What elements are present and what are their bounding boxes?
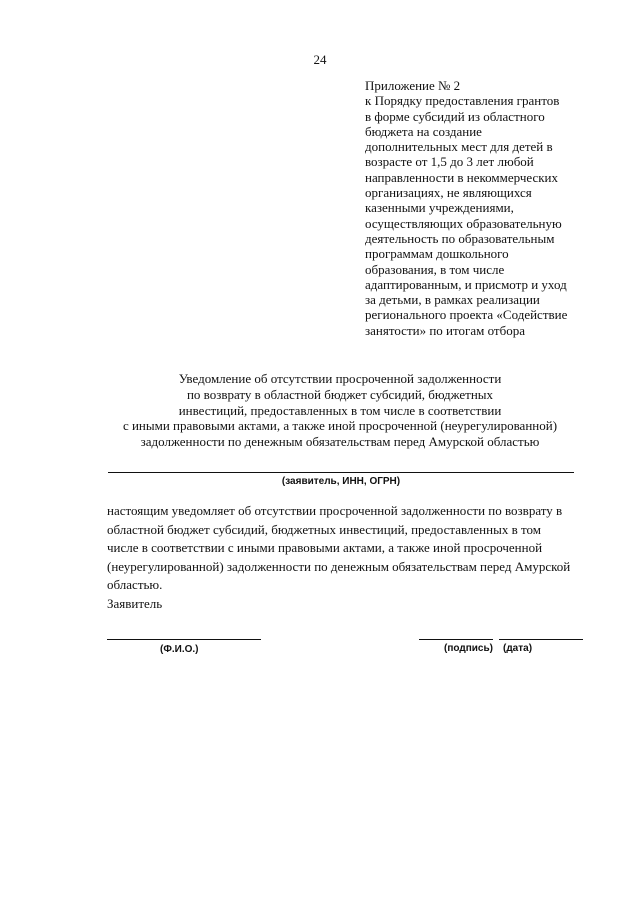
appendix-line: дополнительных мест для детей в xyxy=(365,139,553,155)
title-line: задолженности по денежным обязательствам перед Амурской областью xyxy=(140,434,540,450)
appendix-line: возрасте от 1,5 до 3 лет любой xyxy=(365,154,534,170)
notification-body xyxy=(107,502,585,595)
date-caption: (дата) xyxy=(503,643,533,654)
page-number: 24 xyxy=(313,52,327,67)
body-line: областной бюджет субсидий, бюджетных инвестиций, предоставленных в том xyxy=(107,521,541,537)
appendix-line: осуществляющих образовательную xyxy=(365,215,562,231)
appendix-line: к Порядку предоставления грантов xyxy=(365,93,560,109)
appendix-line: бюджета на создание xyxy=(365,123,482,139)
appendix-line: казенными учреждениями, xyxy=(365,200,514,216)
appendix-line: адаптированным, и присмотр и уход xyxy=(365,276,567,292)
signature-caption: (подпись) xyxy=(444,643,493,654)
fio-blank-line xyxy=(107,639,261,640)
appendix-line: деятельность по образовательным xyxy=(365,230,555,246)
appendix-line: занятости» по итогам отбора xyxy=(365,322,525,338)
body-line: (неурегулированной) задолженности по денежным обязательствам перед Амурской xyxy=(107,558,571,574)
appendix-lines xyxy=(365,93,605,338)
appendix-line: программам дошкольного xyxy=(365,246,509,262)
applicant-blank-line xyxy=(108,472,574,473)
appendix-line: образования, в том числе xyxy=(365,261,505,277)
date-blank-line xyxy=(499,639,583,640)
fio-caption: (Ф.И.О.) xyxy=(160,644,199,655)
document-title xyxy=(80,371,600,450)
appendix-line: организациях, не являющихся xyxy=(365,185,532,201)
appendix-line: регионального проекта «Содействие xyxy=(365,307,568,323)
signer-label: Заявитель xyxy=(107,596,163,611)
title-line: Уведомление об отсутствии просроченной задолженности xyxy=(178,371,502,386)
title-line: по возврату в областной бюджет субсидий, бюджетных xyxy=(186,386,494,402)
signature-blank-line xyxy=(419,639,493,640)
appendix-line: за детьми, в рамках реализации xyxy=(365,292,540,308)
body-line: числе в соответствии с иными правовыми актами, а также иной просроченной xyxy=(107,540,543,556)
appendix-block xyxy=(365,78,605,338)
appendix-line: направленности в некоммерческих xyxy=(365,169,559,185)
applicant-caption: (заявитель, ИНН, ОГРН) xyxy=(281,476,401,487)
body-line: настоящим уведомляет об отсутствии просроченной задолженности по возврату в xyxy=(107,503,563,518)
appendix-title: Приложение № 2 xyxy=(365,78,461,93)
body-line: областью. xyxy=(107,577,163,593)
title-line: инвестиций, предоставленных в том числе в соответствии xyxy=(178,402,502,418)
appendix-line: в форме субсидий из областного xyxy=(365,108,545,124)
title-line: с иными правовыми актами, а также иной просроченной (неурегулированной) xyxy=(122,418,558,434)
